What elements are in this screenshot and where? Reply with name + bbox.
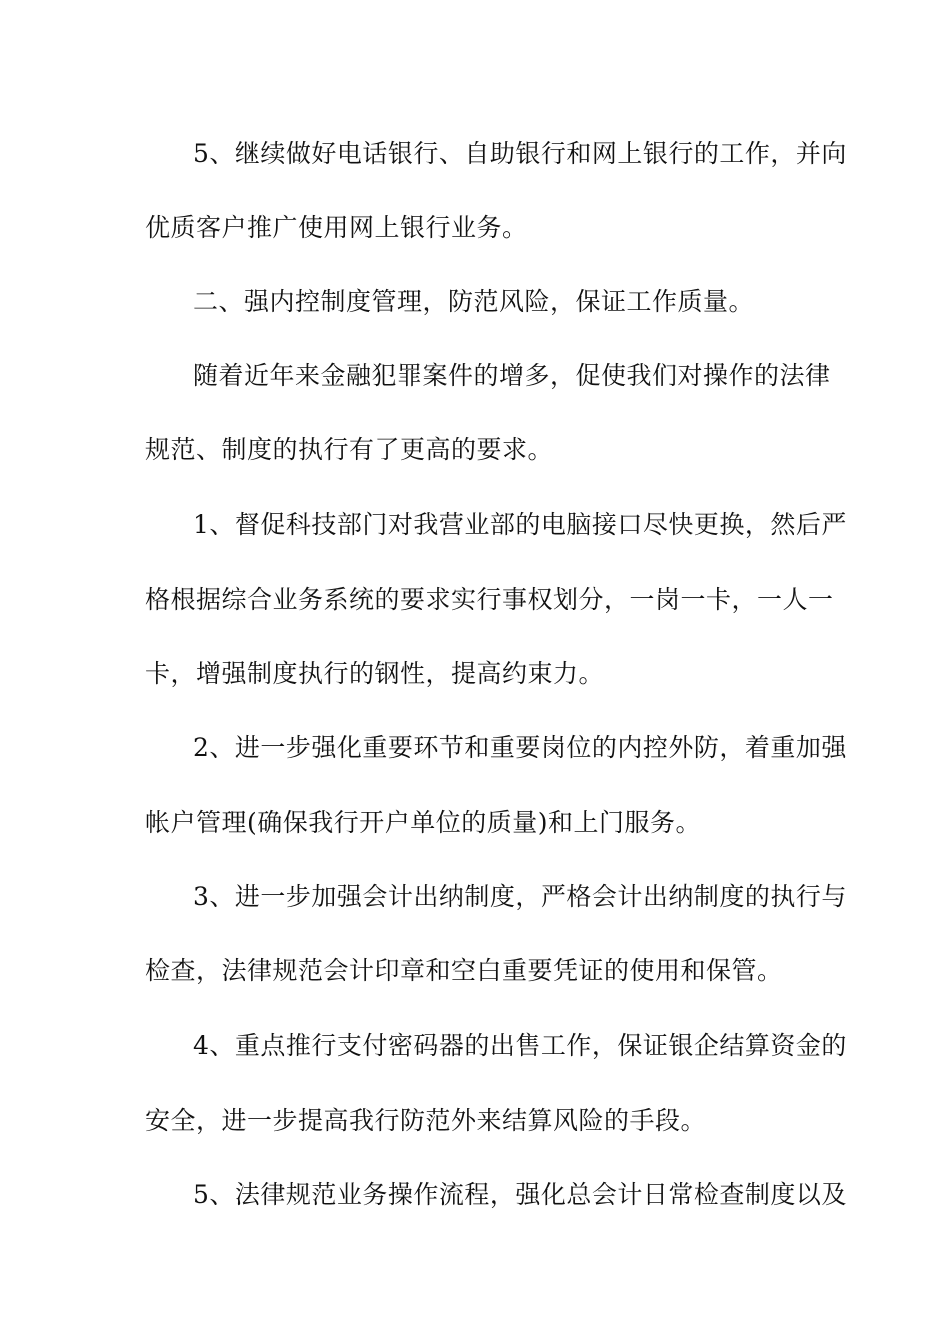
paragraph-line-item4-password-device: 4、重点推行支付密码器的出售工作，保证银企结算资金的 bbox=[193, 1031, 847, 1060]
section-heading-internal-control: 二、强内控制度管理，防范风险，保证工作质量。 bbox=[193, 287, 755, 316]
paragraph-line-item1-continuation-1: 格根据综合业务系统的要求实行事权划分，一岗一卡，一人一 bbox=[145, 585, 834, 614]
paragraph-line-financial-crime: 随着近年来金融犯罪案件的增多，促使我们对操作的法律 bbox=[193, 361, 831, 390]
paragraph-line-item4-continuation: 安全，进一步提高我行防范外来结算风险的手段。 bbox=[145, 1106, 707, 1135]
paragraph-line-item1-continuation-2: 卡，增强制度执行的钢性，提高约束力。 bbox=[145, 659, 605, 688]
paragraph-line-item5-phone-banking: 5、继续做好电话银行、自助银行和网上银行的工作，并向 bbox=[193, 139, 847, 168]
paragraph-line-item2-key-links: 2、进一步强化重要环节和重要岗位的内控外防，着重加强 bbox=[193, 733, 847, 762]
paragraph-line-financial-crime-continuation: 规范、制度的执行有了更高的要求。 bbox=[145, 435, 554, 464]
paragraph-line-item5-continuation: 优质客户推广使用网上银行业务。 bbox=[145, 213, 528, 242]
paragraph-line-item2-continuation: 帐户管理(确保我行开户单位的质量)和上门服务。 bbox=[145, 808, 702, 837]
paragraph-line-item3-cashier: 3、进一步加强会计出纳制度，严格会计出纳制度的执行与 bbox=[193, 882, 847, 911]
paragraph-line-item1-interface: 1、督促科技部门对我营业部的电脑接口尽快更换，然后严 bbox=[193, 510, 847, 539]
paragraph-line-item5-process: 5、法律规范业务操作流程，强化总会计日常检查制度以及 bbox=[193, 1180, 847, 1209]
paragraph-line-item3-continuation: 检查，法律规范会计印章和空白重要凭证的使用和保管。 bbox=[145, 956, 783, 985]
